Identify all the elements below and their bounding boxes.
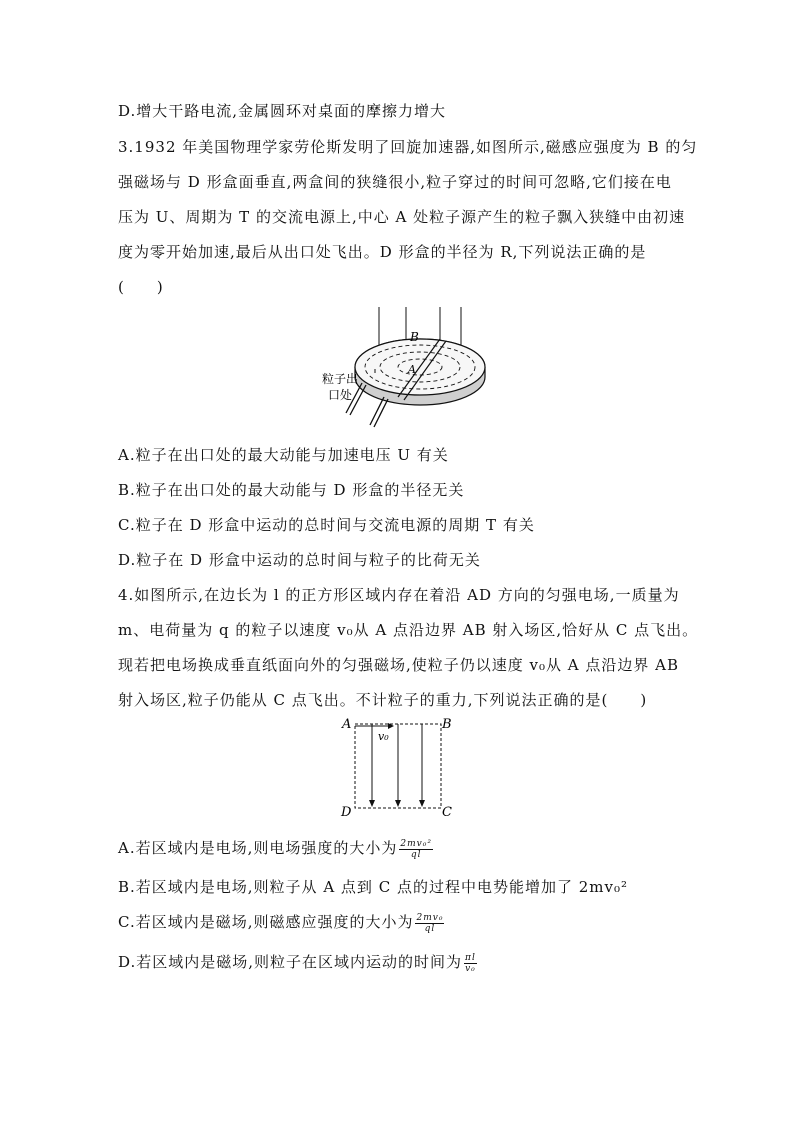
q3-option-c: C.粒子在 D 形盒中运动的总时间与交流电源的周期 T 有关 bbox=[118, 516, 535, 534]
q4-option-d-fraction bbox=[464, 953, 477, 974]
q4-stem-line-3: 现若把电场换成垂直纸面向外的匀强磁场,使粒子仍以速度 v₀从 A 点沿边界 AB bbox=[118, 656, 680, 674]
fraction-numerator: 2mv₀ bbox=[416, 912, 444, 923]
q4-option-a-fraction bbox=[399, 839, 433, 860]
velocity-label: v₀ bbox=[378, 730, 389, 743]
square-label-d: D bbox=[341, 805, 352, 820]
square-field-figure bbox=[338, 712, 458, 822]
q4-stem-line-1: 4.如图所示,在边长为 l 的正方形区域内存在着沿 AD 方向的匀强电场,一质量为 bbox=[118, 586, 680, 604]
q3-stem-line-3: 压为 U、周期为 T 的交流电源上,中心 A 处粒子源产生的粒子飘入狭缝中由初速 bbox=[118, 208, 686, 226]
q3-stem-line-1: 3.1932 年美国物理学家劳伦斯发明了回旋加速器,如图所示,磁感应强度为 B 的匀 bbox=[118, 138, 698, 156]
q2-option-d: D.增大干路电流,金属圆环对桌面的摩擦力增大 bbox=[118, 102, 447, 120]
cyclotron-label-b: B bbox=[410, 330, 419, 344]
square-label-b: B bbox=[442, 717, 452, 732]
q3-stem-line-4: 度为零开始加速,最后从出口处飞出。D 形盒的半径为 R,下列说法正确的是 bbox=[118, 243, 647, 261]
q3-option-d: D.粒子在 D 形盒中运动的总时间与粒子的比荷无关 bbox=[118, 551, 481, 569]
q4-option-a bbox=[118, 838, 698, 860]
fraction-numerator: πl bbox=[465, 952, 476, 963]
fraction-denominator: v₀ bbox=[465, 963, 476, 974]
fraction-numerator: 2mv₀² bbox=[400, 838, 432, 849]
q4-option-a-text: A.若区域内是电场,则电场强度的大小为 bbox=[118, 839, 398, 857]
square-label-a: A bbox=[342, 717, 352, 732]
q4-option-c-fraction bbox=[415, 913, 444, 934]
fraction-denominator: ql bbox=[424, 923, 436, 934]
fraction-denominator: ql bbox=[410, 849, 422, 860]
q3-option-a: A.粒子在出口处的最大动能与加速电压 U 有关 bbox=[118, 446, 449, 464]
q4-stem-line-2: m、电荷量为 q 的粒子以速度 v₀从 A 点沿边界 AB 射入场区,恰好从 C 点飞出。 bbox=[118, 621, 699, 639]
q4-stem-line-4: 射入场区,粒子仍能从 C 点飞出。不计粒子的重力,下列说法正确的是( ) bbox=[118, 691, 648, 709]
q3-answer-bracket: ( ) bbox=[118, 278, 164, 296]
cyclotron-label-a: A bbox=[408, 363, 416, 376]
q4-option-d-text: D.若区域内是磁场,则粒子在区域内运动的时间为 bbox=[118, 953, 463, 971]
q4-option-c-text: C.若区域内是磁场,则磁感应强度的大小为 bbox=[118, 913, 414, 931]
cyclotron-figure bbox=[300, 305, 500, 435]
exit-label-line-1: 粒子出 bbox=[322, 372, 359, 386]
q3-stem-line-2: 强磁场与 D 形盒面垂直,两盒间的狭缝很小,粒子穿过的时间可忽略,它们接在电 bbox=[118, 173, 672, 191]
q4-option-b: B.若区域内是电场,则粒子从 A 点到 C 点的过程中电势能增加了 2mv₀² bbox=[118, 878, 628, 896]
q3-option-b: B.粒子在出口处的最大动能与 D 形盒的半径无关 bbox=[118, 481, 465, 499]
square-label-c: C bbox=[442, 805, 452, 820]
q4-option-d bbox=[118, 952, 698, 974]
q4-option-c bbox=[118, 912, 698, 934]
exit-label-line-2: 口处 bbox=[328, 388, 353, 402]
